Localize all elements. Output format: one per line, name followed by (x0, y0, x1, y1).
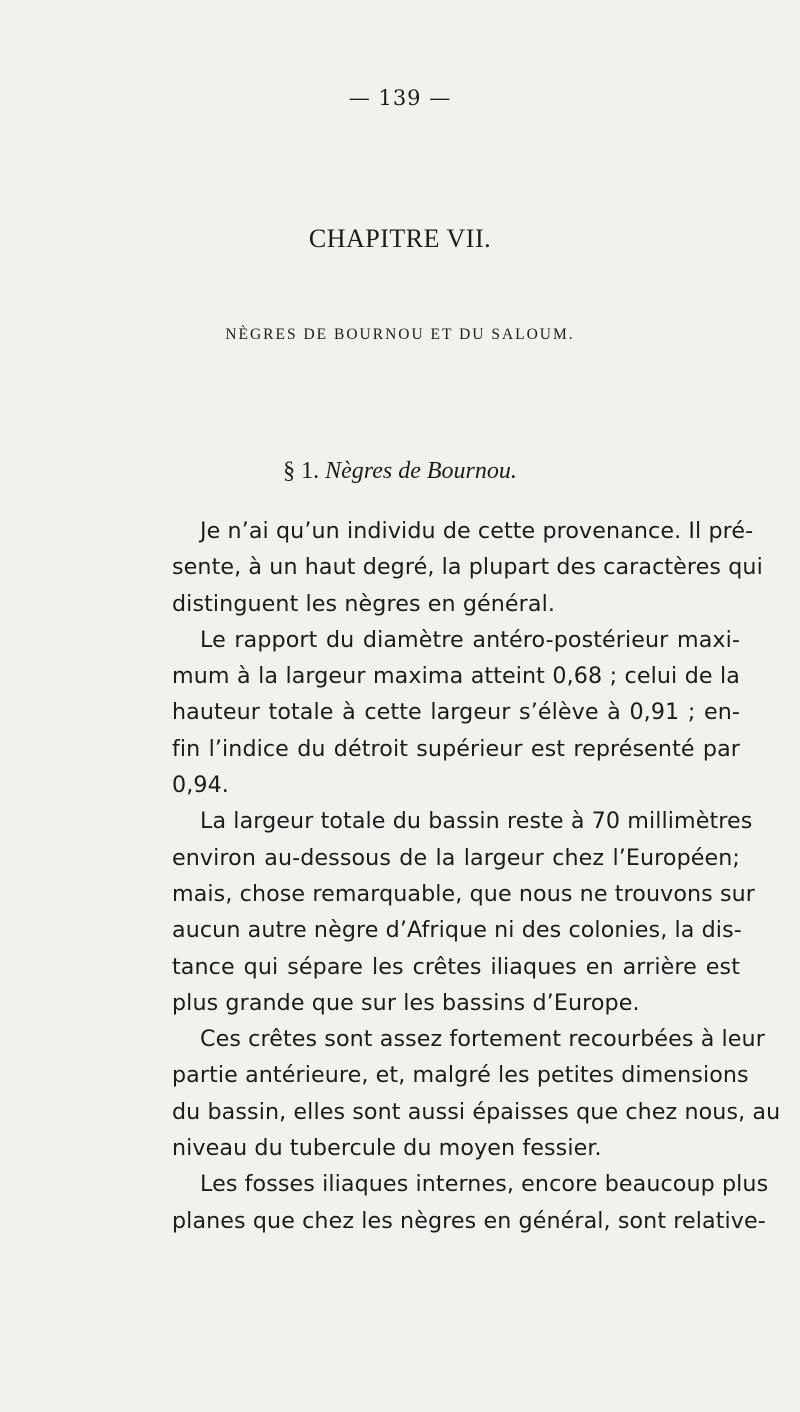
text-line: sente, à un haut degré, la plupart des caractères qui (172, 554, 763, 581)
text-line: La largeur totale du bassin reste à 70 millimètres (200, 808, 753, 835)
body-text (172, 513, 781, 1239)
text-line: environ au-dessous de la largeur chez l’Européen; (172, 844, 740, 871)
text-line: aucun autre nègre d’Afrique ni des colonies, la dis- (172, 917, 742, 944)
chapter-subtitle: NÈGRES DE BOURNOU ET DU SALOUM. (225, 326, 575, 343)
text-line: fin l’indice du détroit supérieur est représenté par (172, 735, 740, 762)
section-number: § 1. (283, 458, 320, 484)
text-line: Ces crêtes sont assez fortement recourbées à leur (200, 1026, 765, 1053)
text-line: Je n’ai qu’un individu de cette provenance. Il pré- (200, 518, 754, 544)
section-heading (0, 458, 800, 485)
text-line: Le rapport du diamètre antéro-postérieur maxi- (200, 626, 740, 653)
chapter-title: CHAPITRE VII. (308, 224, 492, 253)
text-line: hauteur totale à cette largeur s’élève à 0,91 ; en- (172, 699, 740, 726)
text-line: plus grande que sur les bassins d’Europe. (172, 989, 640, 1016)
text-line: distinguent les nègres en général. (172, 590, 556, 617)
text-line: Les fosses iliaques internes, encore beaucoup plus (200, 1171, 769, 1198)
text-line: mum à la largeur maxima atteint 0,68 ; celui de la (172, 663, 740, 690)
text-line: niveau du tubercule du moyen fessier. (172, 1135, 602, 1162)
text-line: 0,94. (172, 772, 229, 799)
text-line: du bassin, elles sont aussi épaisses que chez nous, au (172, 1098, 781, 1125)
text-line: partie antérieure, et, malgré les petites dimensions (172, 1062, 749, 1089)
section-title: Nègres de Bournou. (325, 458, 517, 484)
text-line: mais, chose remarquable, que nous ne trouvons sur (172, 880, 756, 907)
page-number: — 139 — (348, 86, 452, 110)
text-line: planes que chez les nègres en général, sont relative- (172, 1207, 766, 1234)
text-line: tance qui sépare les crêtes iliaques en arrière est (172, 953, 740, 980)
